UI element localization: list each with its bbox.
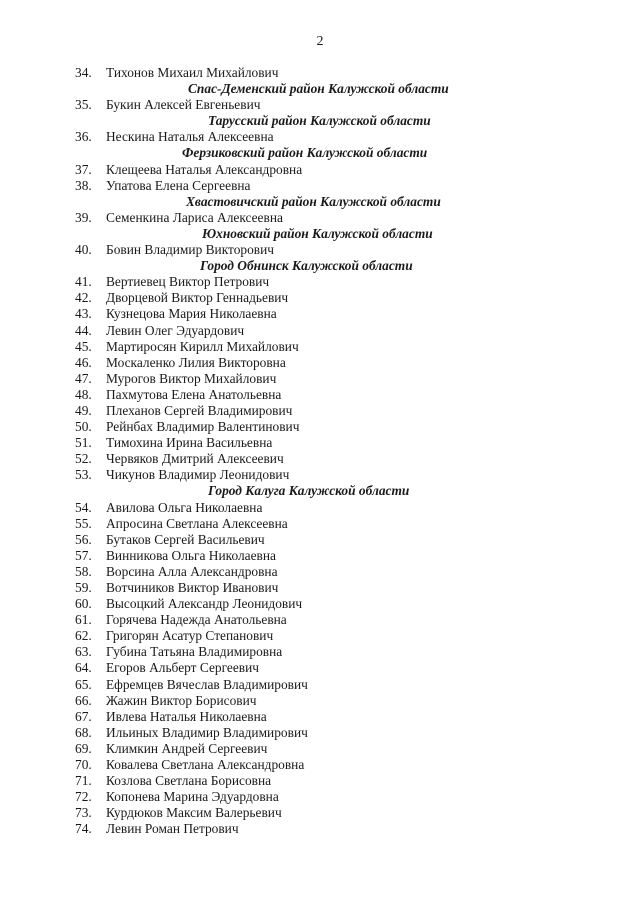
list-item (0, 741, 640, 757)
section-heading (0, 81, 640, 97)
list-item-number: 59. (75, 580, 92, 595)
list-item-name: Мурогов Виктор Михайлович (106, 370, 277, 386)
list-item-name: Упатова Елена Сергеевна (106, 177, 251, 193)
list-item (0, 371, 640, 387)
list-item (0, 773, 640, 789)
list-item-name: Губина Татьяна Владимировна (106, 644, 283, 660)
list-item-name: Григорян Асатур Степанович (106, 628, 274, 644)
list-item-name: Дворцевой Виктор Геннадьевич (106, 290, 289, 306)
list-item-name: Плеханов Сергей Владимирович (106, 402, 293, 418)
list-item-number: 51. (75, 435, 92, 451)
list-item (0, 162, 640, 178)
list-item (0, 355, 640, 371)
list-item-number: 63. (75, 644, 92, 660)
list-item (0, 65, 640, 81)
list-item-number: 62. (75, 628, 92, 644)
list-item-name: Левин Роман Петрович (106, 821, 239, 837)
list-item-name: Курдюков Максим Валерьевич (106, 805, 282, 821)
list-item (0, 805, 640, 821)
list-item-name: Винникова Ольга Николаевна (106, 547, 276, 563)
list-item-name: Левин Олег Эдуардович (106, 322, 245, 338)
list-item (0, 339, 640, 355)
section-heading (0, 113, 640, 129)
list-item-number: 74. (75, 821, 92, 837)
list-item (0, 693, 640, 709)
list-item-name: Клещеева Наталья Александровна (106, 161, 303, 177)
list-item-name: Червяков Дмитрий Алексеевич (106, 451, 284, 467)
list-item (0, 435, 640, 451)
list-item-name: Букин Алексей Евгеньевич (106, 97, 261, 113)
list-item-number: 40. (75, 242, 92, 258)
section-heading-text: Юхновский район Калужской области (202, 225, 433, 241)
page-number: 2 (316, 34, 324, 49)
list-item-name: Авилова Ольга Николаевна (106, 499, 263, 515)
list-item-name: Егоров Альберт Сергеевич (106, 660, 260, 676)
list-item (0, 306, 640, 322)
list-item-number: 46. (75, 354, 92, 370)
section-heading (0, 226, 640, 242)
section-heading-text: Город Калуга Калужской области (208, 483, 410, 499)
name-list (0, 65, 640, 838)
list-item-number: 38. (75, 177, 92, 193)
section-heading-text: Ферзиковский район Калужской области (182, 145, 428, 161)
list-item-number: 73. (75, 805, 92, 821)
list-item-name: Семенкина Лариса Алексеевна (106, 209, 283, 225)
list-item-name: Рейнбах Владимир Валентинович (106, 419, 300, 435)
list-item (0, 451, 640, 467)
list-item-number: 55. (75, 515, 92, 531)
list-item-number: 42. (75, 290, 92, 306)
list-item-number: 43. (75, 306, 92, 322)
section-heading (0, 258, 640, 274)
list-item-number: 54. (75, 499, 92, 515)
list-item (0, 242, 640, 258)
section-heading-text: Город Обнинск Калужской области (200, 258, 413, 274)
list-item (0, 628, 640, 644)
list-item-name: Чикунов Владимир Леонидович (106, 467, 290, 483)
list-item (0, 548, 640, 564)
list-item (0, 725, 640, 741)
list-item-name: Горячева Надежда Анатольевна (106, 612, 287, 628)
list-item (0, 290, 640, 306)
list-item-name: Ефремцев Вячеслав Владимирович (106, 676, 308, 692)
list-item-name: Тихонов Михаил Михайлович (106, 65, 279, 80)
list-item-name: Бутаков Сергей Васильевич (106, 531, 265, 547)
list-item-number: 70. (75, 757, 92, 773)
list-item (0, 178, 640, 194)
list-item (0, 821, 640, 837)
list-item (0, 387, 640, 403)
list-item-name: Бовин Владимир Викторович (106, 242, 275, 258)
list-item (0, 660, 640, 676)
list-item (0, 757, 640, 773)
list-item-name: Ворсина Алла Александровна (106, 563, 278, 579)
list-item-name: Пахмутова Елена Анатольевна (106, 386, 282, 402)
list-item-number: 57. (75, 547, 92, 563)
list-item-number: 68. (75, 724, 92, 740)
list-item-name: Тимохина Ирина Васильевна (106, 435, 273, 451)
list-item-number: 45. (75, 338, 92, 354)
list-item (0, 516, 640, 532)
section-heading-text: Хвастовичский район Калужской области (186, 193, 441, 209)
list-item (0, 467, 640, 483)
list-item (0, 419, 640, 435)
list-item-number: 56. (75, 531, 92, 547)
list-item-name: Апросина Светлана Алексеевна (106, 515, 288, 531)
list-item-number: 36. (75, 129, 92, 145)
list-item-number: 60. (75, 596, 92, 612)
list-item-name: Жажин Виктор Борисович (106, 692, 257, 708)
list-item-name: Мартиросян Кирилл Михайлович (106, 338, 299, 354)
list-item (0, 580, 640, 596)
list-item (0, 403, 640, 419)
list-item (0, 564, 640, 580)
list-item-name: Вертиевец Виктор Петрович (106, 274, 270, 290)
list-item-number: 37. (75, 161, 92, 177)
list-item-number: 48. (75, 386, 92, 402)
list-item-name: Климкин Андрей Сергеевич (106, 740, 268, 756)
list-item-name: Вотчиников Виктор Иванович (106, 580, 279, 595)
list-item-number: 58. (75, 563, 92, 579)
list-item (0, 709, 640, 725)
list-item-name: Ильиных Владимир Владимирович (106, 724, 308, 740)
list-item-name: Москаленко Лилия Викторовна (106, 354, 286, 370)
list-item (0, 274, 640, 290)
list-item-number: 67. (75, 708, 92, 724)
list-item (0, 210, 640, 226)
list-item (0, 500, 640, 516)
list-item-number: 50. (75, 419, 92, 435)
list-item-number: 66. (75, 692, 92, 708)
list-item-number: 53. (75, 467, 92, 483)
section-heading (0, 145, 640, 161)
list-item-name: Ивлева Наталья Николаевна (106, 708, 267, 724)
list-item (0, 677, 640, 693)
list-item (0, 129, 640, 145)
list-item-name: Высоцкий Александр Леонидович (106, 596, 303, 612)
section-heading (0, 483, 640, 499)
list-item (0, 596, 640, 612)
list-item-number: 69. (75, 740, 92, 756)
list-item-number: 72. (75, 789, 92, 805)
list-item-number: 44. (75, 322, 92, 338)
section-heading (0, 194, 640, 210)
list-item-name: Кузнецова Мария Николаевна (106, 306, 277, 322)
list-item-number: 64. (75, 660, 92, 676)
list-item-number: 71. (75, 773, 92, 789)
list-item-number: 35. (75, 97, 92, 113)
list-item-number: 61. (75, 612, 92, 628)
list-item (0, 789, 640, 805)
section-heading-text: Спас-Деменский район Калужской области (188, 81, 449, 97)
list-item-number: 34. (75, 65, 92, 80)
list-item-number: 41. (75, 274, 92, 290)
list-item-number: 47. (75, 370, 92, 386)
list-item-name: Ковалева Светлана Александровна (106, 757, 305, 773)
list-item-number: 52. (75, 451, 92, 467)
list-item (0, 323, 640, 339)
list-item (0, 97, 640, 113)
list-item (0, 644, 640, 660)
list-item-number: 39. (75, 209, 92, 225)
list-item (0, 532, 640, 548)
section-heading-text: Тарусский район Калужской области (208, 113, 431, 129)
list-item-number: 49. (75, 402, 92, 418)
list-item-name: Козлова Светлана Борисовна (106, 773, 272, 789)
list-item (0, 612, 640, 628)
list-item-number: 65. (75, 676, 92, 692)
list-item-name: Копонева Марина Эдуардовна (106, 789, 279, 805)
list-item-name: Нескина Наталья Алексеевна (106, 129, 274, 145)
